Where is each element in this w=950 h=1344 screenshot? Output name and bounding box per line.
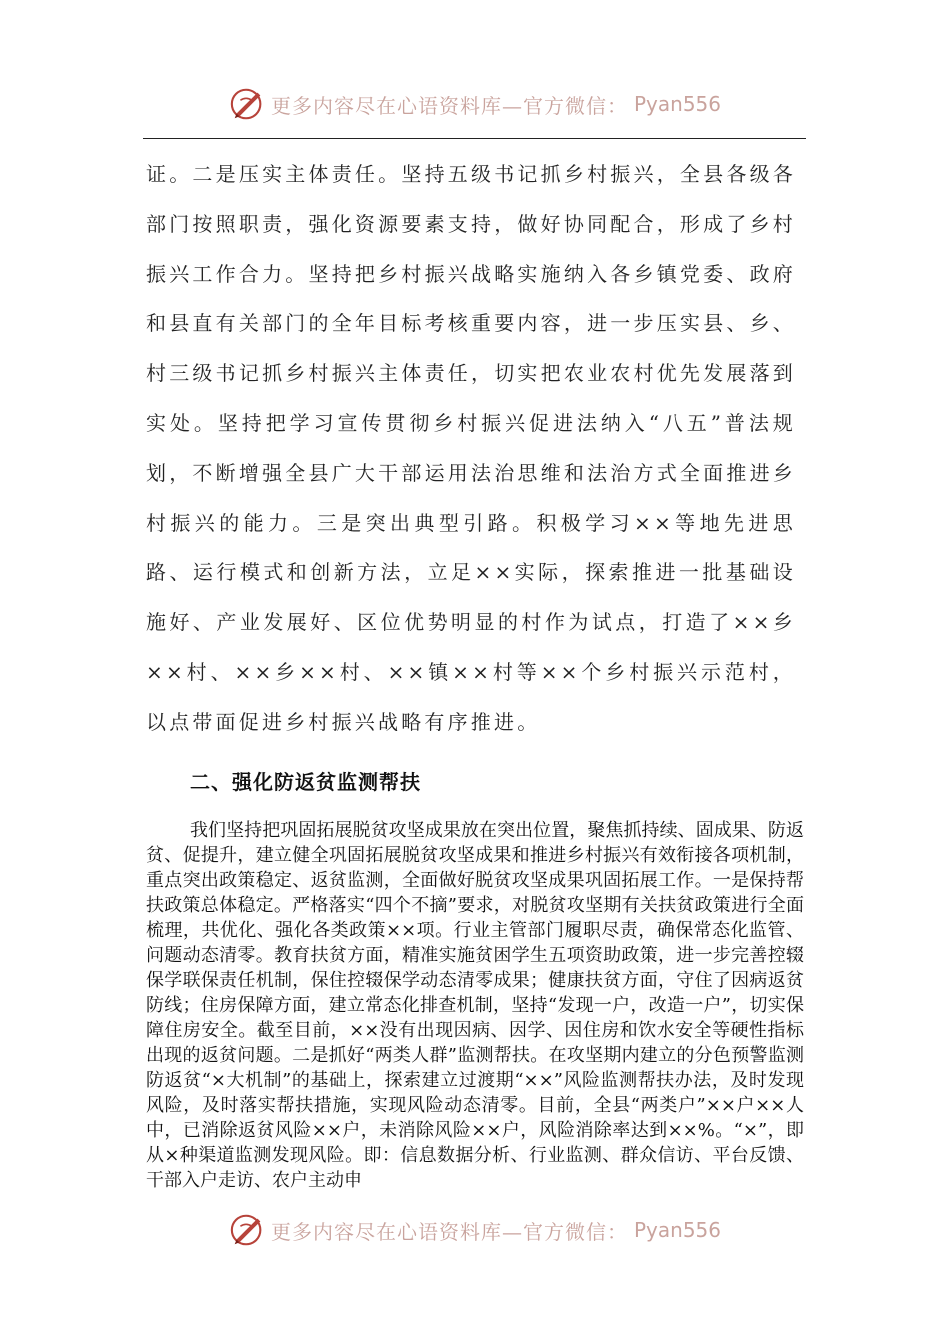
watermark-text: 更多内容尽在心语资料库—官方微信： (270, 1219, 628, 1244)
watermark-wechat-id: Pyan556 (633, 1218, 721, 1242)
body-paragraph-2: 我们坚持把巩固拓展脱贫攻坚成果放在突出位置，聚焦抓持续、固成果、防返贫、促提升，建立健全巩固拓展脱贫攻坚成果和推进乡村振兴有效衔接各项机制，重点突出政策稳定、返贫监测，全面做好脱贫攻坚成果巩固拓展工作。一是保持帮扶政策总体稳定。严格落实“四个不摘”要求，对脱贫攻坚期有关扶贫政策进行全面梳理，共优化、强化各类政策××项。行业主管部门履职尽责，确保常态化监管、问题动态清零。教育扶贫方面，精准实施贫困学生五项资助政策，进一步完善控辍保学联保责任机制，保住控辍保学动态清零成果；健康扶贫方面，守住了因病返贫防线；住房保障方面，建立常态化排查机制，坚持“发现一户，改造一户”，切实保障住房安全。截至目前，××没有出现因病、因学、因住房和饮水安全等硬性指标出现的返贫问题。二是抓好“两类人群”监测帮扶。在攻坚期内建立的分色预警监测防返贫“×大机制”的基础上，探索建立过渡期“××”风险监测帮扶办法，及时发现风险，及时落实帮扶措施，实现风险动态清零。目前，全县“两类户”××户××人中，已消除返贫风险××户，未消除风险××户，风险消除率达到××%。“×”，即从×种渠道监测发现风险。即：信息数据分析、行业监测、群众信访、平台反馈、干部入户走访、农户主动申 (146, 820, 804, 1191)
pen-logo-icon (229, 1211, 267, 1249)
section-heading-2: 二、强化防返贫监测帮扶 (190, 770, 421, 794)
watermark-text: 更多内容尽在心语资料库—官方微信： (270, 93, 628, 118)
header-watermark (0, 84, 950, 124)
header-divider (143, 138, 806, 139)
pen-logo-icon (229, 85, 267, 123)
body-paragraph-1: 证。二是压实主体责任。坚持五级书记抓乡村振兴，全县各级各部门按照职责，强化资源要素支持，做好协同配合，形成了乡村振兴工作合力。坚持把乡村振兴战略实施纳入各乡镇党委、政府和县直有关部门的全年目标考核重要内容，进一步压实县、乡、村三级书记抓乡村振兴主体责任，切实把农业农村优先发展落到实处。坚持把学习宣传贯彻乡村振兴促进法纳入“八五”普法规划，不断增强全县广大干部运用法治思维和法治方式全面推进乡村振兴的能力。三是突出典型引路。积极学习××等地先进思路、运行模式和创新方法，立足××实际，探索推进一批基础设施好、产业发展好、区位优势明显的村作为试点，打造了××乡××村、××乡××村、××镇××村等××个乡村振兴示范村，以点带面促进乡村振兴战略有序推进。 (146, 162, 796, 734)
footer-watermark (0, 1210, 950, 1250)
watermark-wechat-id: Pyan556 (633, 92, 721, 116)
